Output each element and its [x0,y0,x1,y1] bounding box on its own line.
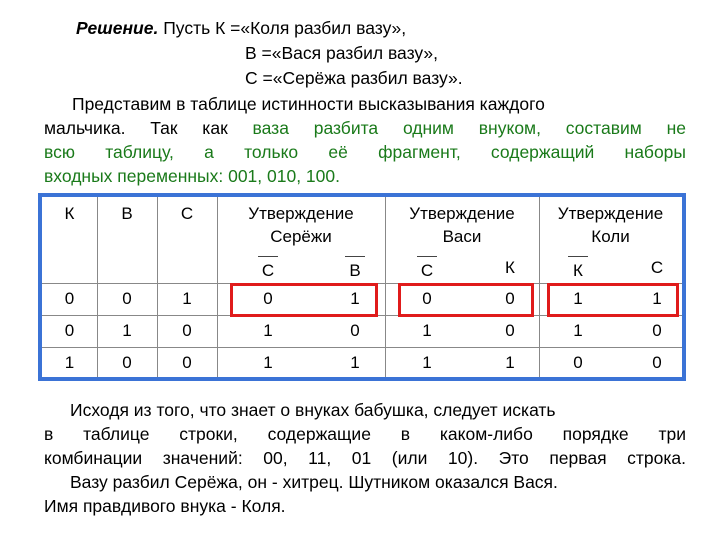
subheader-not-k: К [573,261,583,280]
table-cell: 1 [263,353,273,372]
table-cell: 1 [350,289,360,308]
table-cell: 0 [350,321,360,340]
subheader-k: К [505,258,515,277]
negation-bar [568,256,588,257]
paragraph-1-line-2 [44,116,686,140]
paragraph-1-line-2-green: ваза разбита одним внуком, составим не [252,118,686,138]
table-cell: 0 [182,353,192,372]
table-cell: 0 [652,353,662,372]
table-cell: 1 [422,321,432,340]
conclusion-line-4: Вазу разбил Серёжа, он - хитрец. Шутником оказался Вася. [70,472,558,492]
table-cell: 1 [64,353,75,372]
table-cell: 0 [182,321,192,340]
table-cell: 0 [64,321,75,340]
negation-bar [345,256,365,257]
highlight-kolya [547,283,679,317]
table-cell: 0 [505,289,515,308]
table-cell: 1 [350,353,360,372]
table-cell: 0 [122,353,132,372]
conclusion-line-2: в таблице строки, содержащие в каком-либо порядке три [44,424,686,444]
subheader-c: С [650,258,664,277]
table-cell: 1 [263,321,273,340]
subheader-not-c: С [420,261,434,280]
paragraph-1-line-3: всю таблицу, а только её фрагмент, содержащий наборы [44,142,686,162]
table-cell: 1 [652,289,662,308]
table-cell: 0 [573,353,583,372]
grid-line [42,347,682,348]
header-b: В [121,204,133,223]
table-cell: 0 [263,289,273,308]
solution-label: Решение. [76,18,159,38]
header-c: С [180,204,194,223]
table-cell: 1 [505,353,515,372]
table-cell: 0 [505,321,515,340]
table-cell: 1 [122,321,132,340]
definition-c: С =«Серёжа разбил вазу». [245,68,463,88]
table-cell: 0 [652,321,662,340]
header-k: К [64,204,75,223]
intro-line-1 [76,16,406,40]
highlight-vasya [398,283,534,317]
header-kolya-2: Коли [591,227,630,246]
negation-bar [258,256,278,257]
table-cell: 1 [422,353,432,372]
subheader-not-b: В [349,261,361,280]
table-cell: 1 [573,321,583,340]
table-cell: 0 [122,289,132,308]
table-cell: 1 [182,289,192,308]
paragraph-1-line-4: входных переменных: 001, 010, 100. [44,166,340,186]
conclusion-line-3: комбинации значений: 00, 11, 01 (или 10). Это первая строка. [44,448,686,468]
definition-k: Пусть К =«Коля разбил вазу», [158,18,407,38]
header-vasya-1: Утверждение [409,204,515,223]
conclusion-line-5: Имя правдивого внука - Коля. [44,496,286,516]
conclusion-line-1: Исходя из того, что знает о внуках бабушка, следует искать [70,400,556,420]
header-serezha-2: Серёжи [270,227,332,246]
header-vasya-2: Васи [442,227,482,246]
header-kolya-1: Утверждение [557,204,664,223]
paragraph-1-line-2-start: мальчика. Так как [44,118,253,138]
highlight-serezha [230,283,378,317]
paragraph-1-line-1: Представим в таблице истинности высказывания каждого [72,94,545,114]
table-cell: 0 [422,289,432,308]
subheader-not-c: С [261,261,275,280]
table-cell: 0 [64,289,75,308]
definition-b: В =«Вася разбил вазу», [245,43,438,63]
negation-bar [417,256,437,257]
table-cell: 1 [573,289,583,308]
header-serezha-1: Утверждение [248,204,354,223]
